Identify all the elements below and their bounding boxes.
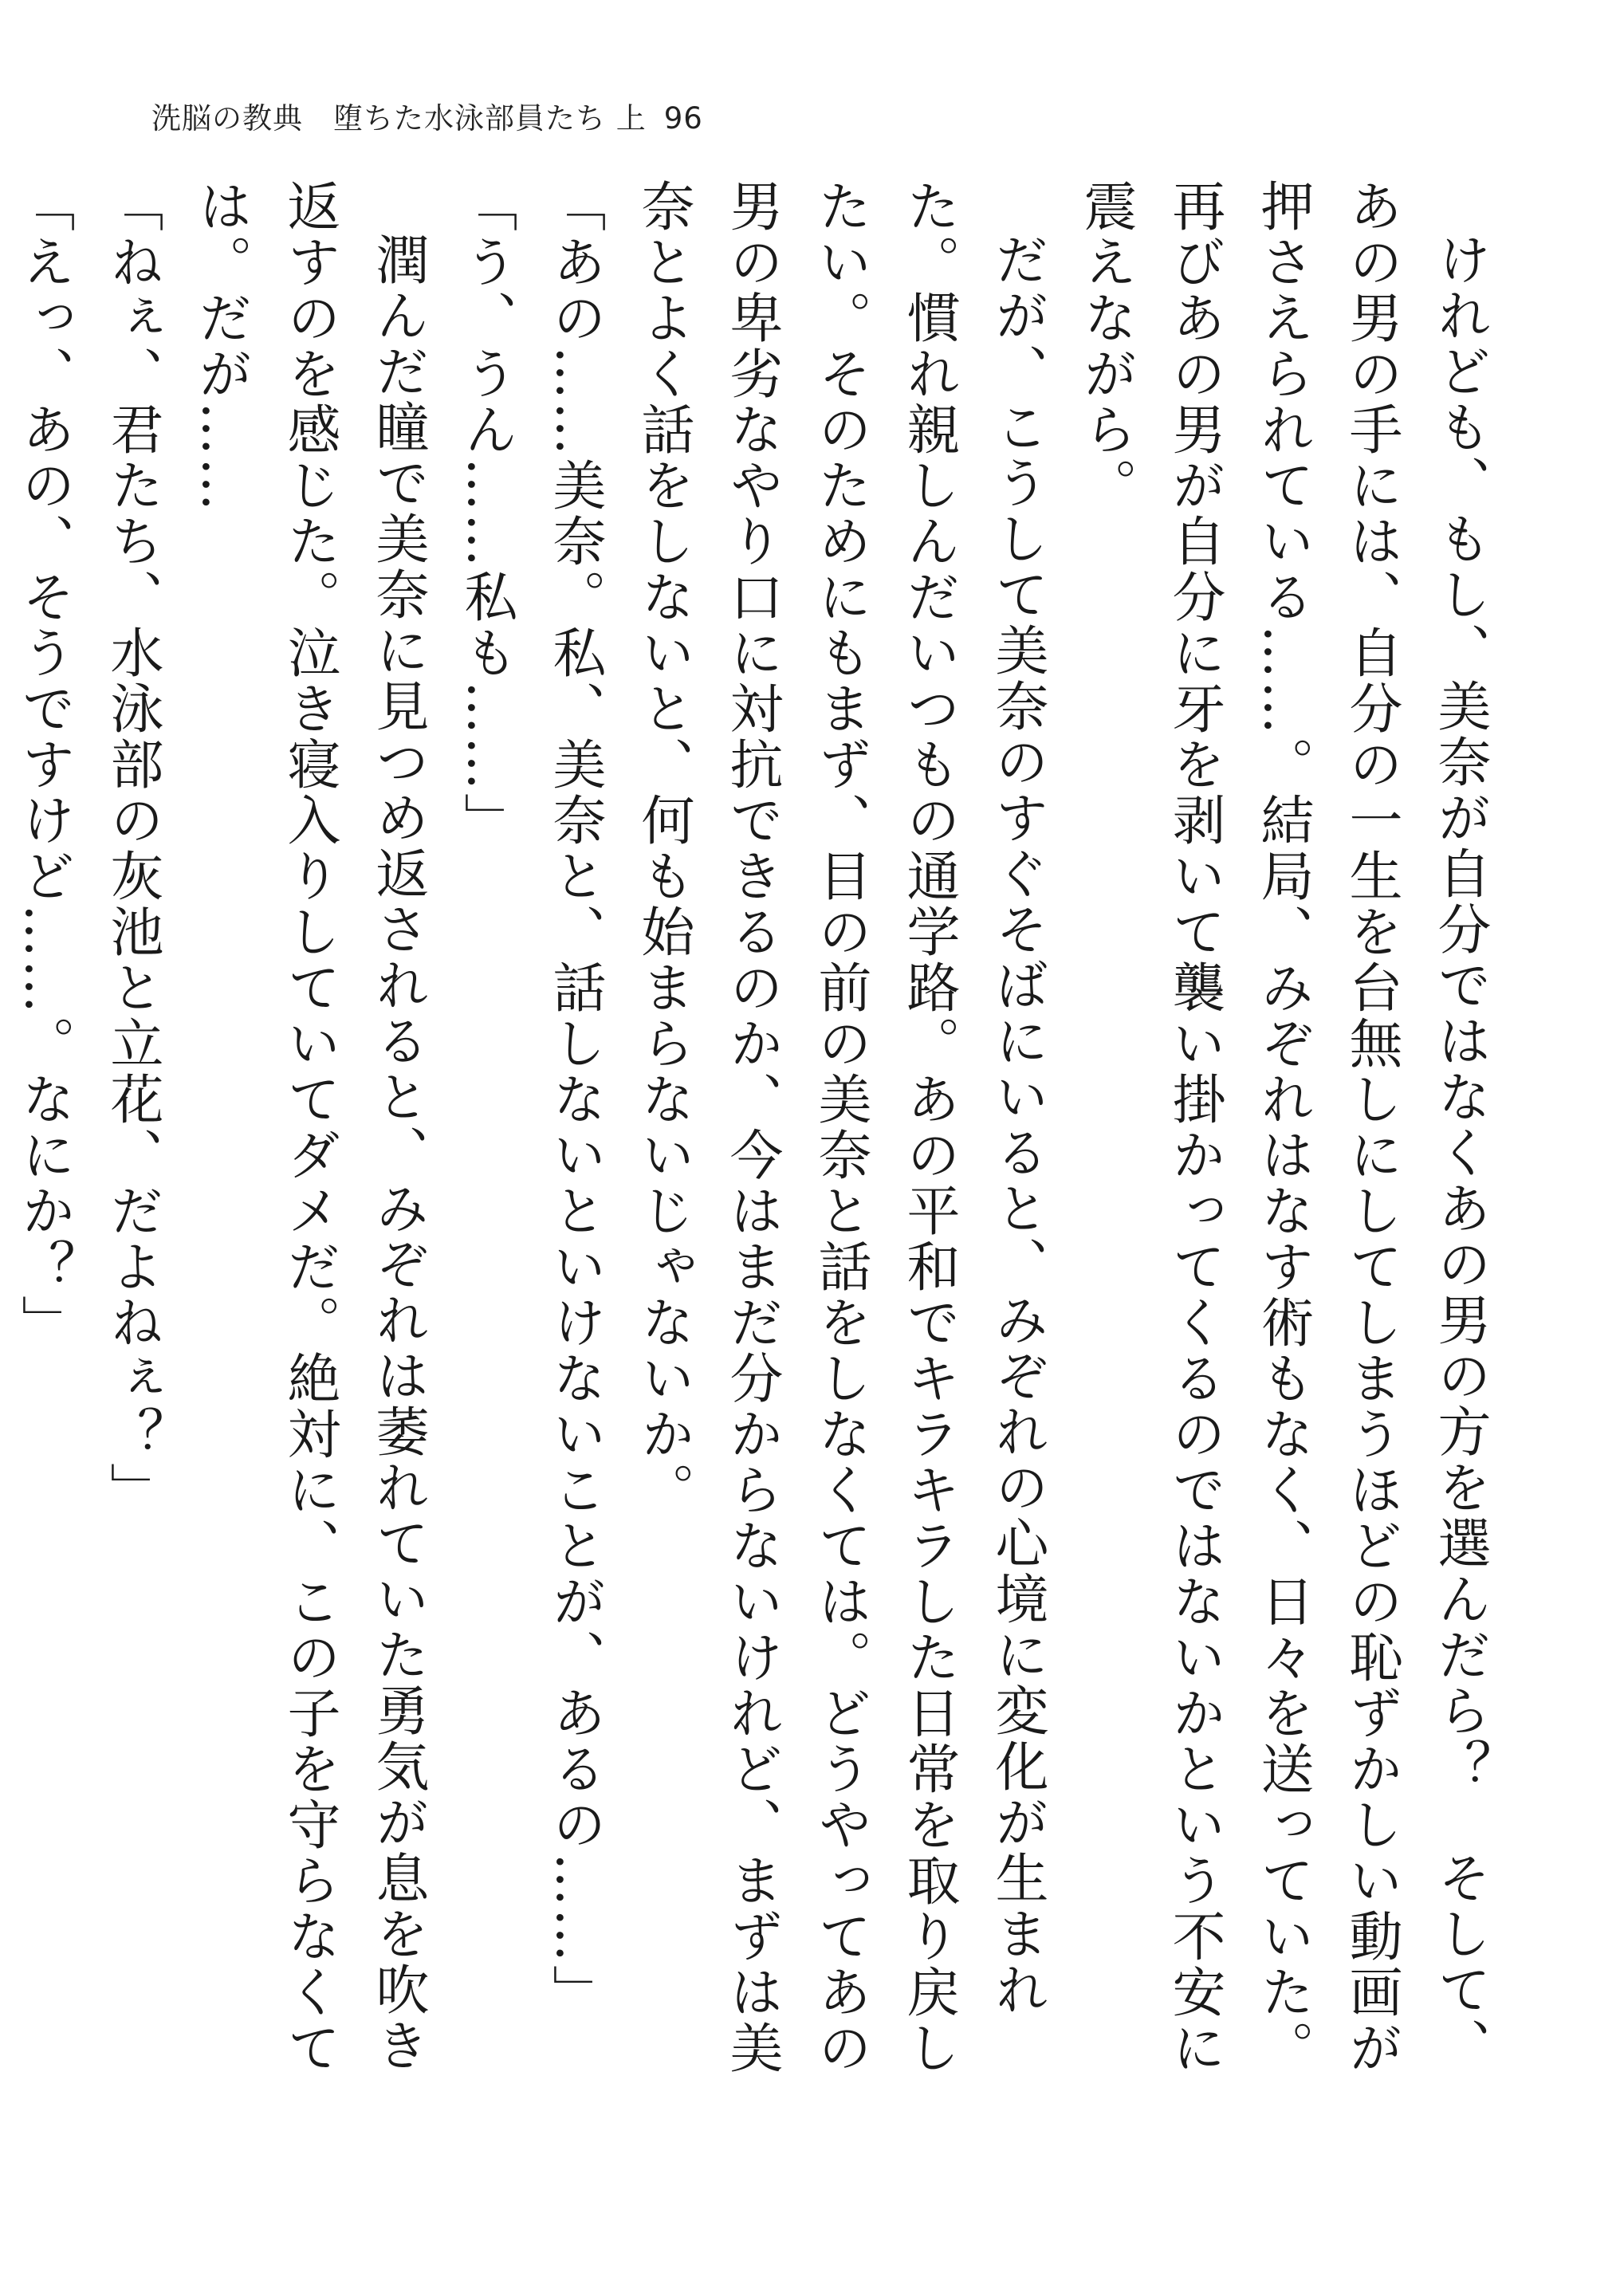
- vertical-body-text: [14, 179, 1504, 2116]
- paragraph-narration: だが、こうして美奈のすぐそばにいると、みぞれの心境に変化が生まれた。慣れ親しんだいつもの通学路。あの平和でキラキラした日常を取り戻したい。そのためにもまず、目の前の美奈と話をしなくては。どうやってあの男の卑劣なやり口に対抗できるのか、今はまだ分からないけれど、まずは美奈とよく話をしないと、何も始まらないじゃないか。: [633, 179, 1049, 2076]
- book-title: 洗脳の教典 堕ちた水泳部員たち 上: [151, 101, 647, 136]
- paragraph-dialogue: 「えっ、あの、そうですけど……。なにか？」: [14, 179, 76, 1350]
- paragraph-narration: けれども、もし、美奈が自分ではなくあの男の方を選んだら？ そして、あの男の手には、自分の一生を台無しにしてしまうほどの恥ずかしい動画が押さえられている……。結局、みぞれはなす術もなく、日々を送っていた。再びあの男が自分に牙を剥いて襲い掛かってくるのではないかという不安に震えながら。: [1075, 179, 1492, 2076]
- running-header: [151, 94, 703, 137]
- page-number: 96: [663, 101, 703, 136]
- paragraph-dialogue: 「あの……美奈。私、美奈と、話しないといけないことが、あるの……」: [545, 179, 607, 2020]
- paragraph-dialogue: 「ねぇ、君たち、水泳部の灰池と立花、だよねぇ？」: [102, 179, 164, 1518]
- paragraph-dialogue: 「う、うん……私も……」: [456, 179, 518, 848]
- paragraph-narration: 潤んだ瞳で美奈に見つめ返されると、みぞれは萎れていた勇気が息を吹き返すのを感じた。泣き寝入りしていてダメだ。絶対に、この子を守らなくては。だが……: [191, 179, 430, 2076]
